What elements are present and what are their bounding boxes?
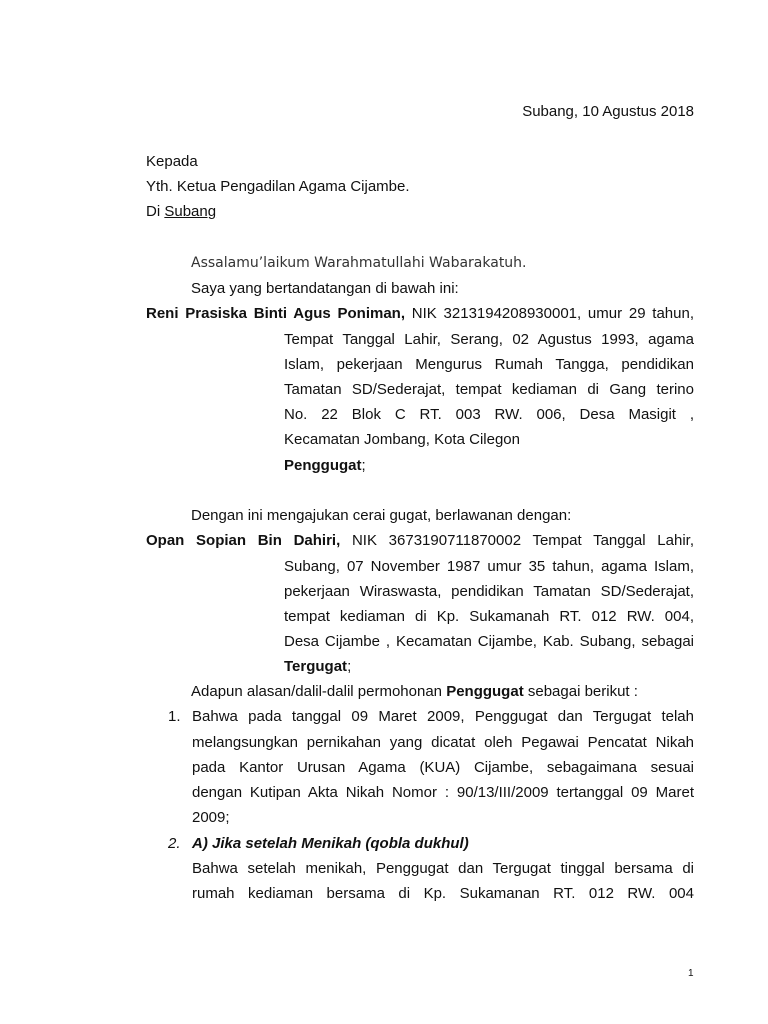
against-intro: Dengan ini mengajukan cerai gugat, berlawanan dengan: (191, 507, 572, 524)
defendant-line: Subang, 07 November 1987 umur 35 tahun, agama Islam, (284, 558, 694, 575)
item2-heading: A) Jika setelah Menikah (qobla dukhul) (192, 835, 469, 852)
defendant-name: Opan Sopian Bin Dahiri, (146, 532, 341, 549)
plaintiff-line: Tempat Tanggal Lahir, Serang, 02 Agustus 1993, agama (284, 331, 694, 348)
plaintiff-line-last: Kecamatan Jombang, Kota Cilegon (284, 431, 520, 448)
item1-line-last: 2009; (192, 809, 230, 826)
item1-line: dengan Kutipan Akta Nikah Nomor : 90/13/III/2009 tertanggal 09 Maret (192, 784, 694, 801)
addressee-location (146, 203, 216, 221)
plaintiff-line: Islam, pekerjaan Mengurus Rumah Tangga, pendidikan (284, 356, 694, 373)
page-number: 1 (688, 968, 694, 979)
item-number: 2. (168, 835, 181, 852)
plaintiff-line: No. 22 Blok C RT. 003 RW. 006, Desa Masigit , (284, 406, 694, 423)
defendant-line: Desa Cijambe , Kecamatan Cijambe, Kab. Subang, sebagai (284, 633, 694, 650)
reasons-intro (191, 683, 638, 701)
item1-line: Bahwa pada tanggal 09 Maret 2009, Penggugat dan Tergugat telah (192, 708, 694, 725)
addressee: Yth. Ketua Pengadilan Agama Cijambe. (146, 178, 410, 195)
di-label: Di (146, 203, 161, 220)
defendant-line: tempat kediaman di Kp. Sukamanah RT. 012 RW. 004, (284, 608, 694, 625)
di-place: Subang (164, 203, 217, 220)
defendant-line: pekerjaan Wiraswasta, pendidikan Tamatan SD/Sederajat, (284, 583, 694, 600)
greeting: Assalamu’laikum Warahmatullahi Wabarakatuh. (191, 255, 527, 271)
intro-statement: Saya yang bertandatangan di bawah ini: (191, 280, 459, 297)
place-date: Subang, 10 Agustus 2018 (522, 103, 694, 120)
item1-line: pada Kantor Urusan Agama (KUA) Cijambe, sebagaimana sesuai (192, 759, 694, 776)
item2-line: rumah kediaman bersama di Kp. Sukamanan RT. 012 RW. 004 (192, 885, 694, 902)
plaintiff-line: Tamatan SD/Sederajat, tempat kediaman di Gang terino (284, 381, 694, 398)
item-number: 1. (168, 708, 181, 725)
defendant-nik: NIK 3673190711870002 Tempat Tanggal Lahir, (351, 532, 694, 549)
defendant-role-suffix: ; (347, 658, 352, 675)
item2-line: Bahwa setelah menikah, Penggugat dan Tergugat tinggal bersama di (192, 860, 694, 877)
plaintiff-name: Reni Prasiska Binti Agus Poniman, (146, 305, 406, 322)
plaintiff-first-line (146, 305, 694, 323)
plaintiff-role-suffix: ; (361, 457, 366, 474)
item1-line: melangsungkan pernikahan yang dicatat oleh Pegawai Pencatat Nikah (192, 734, 694, 751)
reasons-intro-tail: sebagai berikut : (527, 683, 638, 700)
plaintiff-role (284, 457, 366, 475)
plaintiff-role-label: Penggugat (284, 457, 362, 474)
reasons-intro-text: Adapun alasan/dalil-dalil permohonan (191, 683, 443, 700)
defendant-role-label: Tergugat (284, 658, 348, 675)
to-label: Kepada (146, 153, 198, 170)
plaintiff-nik: NIK 3213194208930001, umur 29 tahun, (411, 305, 695, 322)
reasons-intro-bold: Penggugat (446, 683, 524, 700)
defendant-first-line (146, 532, 694, 550)
defendant-role (284, 658, 351, 676)
